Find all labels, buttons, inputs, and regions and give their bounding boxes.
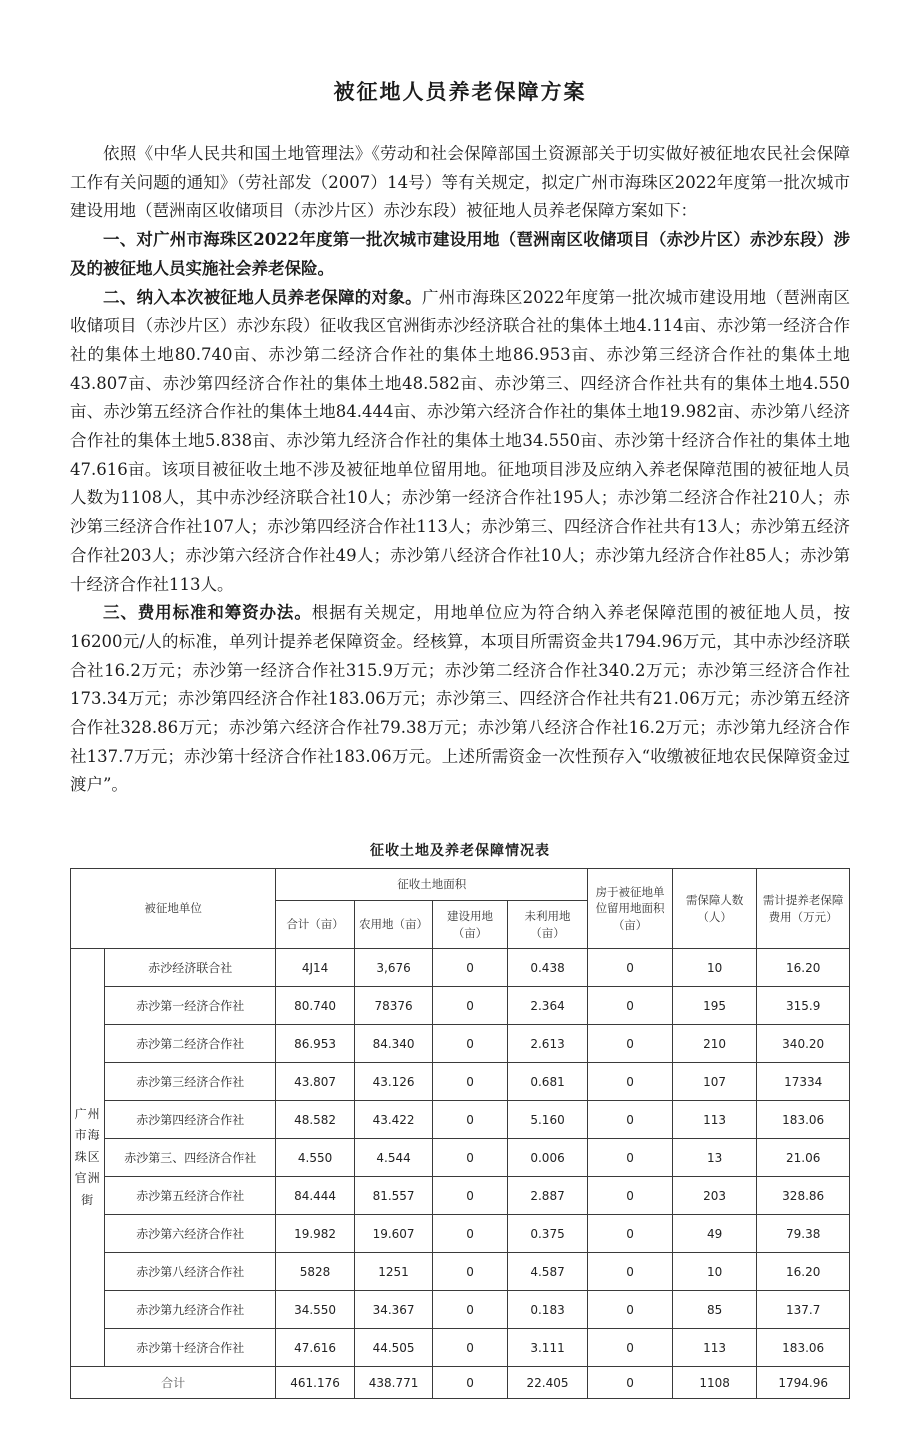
value-cell: 0 (433, 1253, 507, 1291)
value-cell: 1251 (354, 1253, 433, 1291)
value-cell: 183.06 (757, 1329, 850, 1367)
total-value-cell: 1108 (672, 1367, 757, 1399)
value-cell: 0 (433, 1291, 507, 1329)
document-body (70, 140, 850, 800)
value-cell: 0 (588, 1215, 673, 1253)
value-cell: 0 (588, 949, 673, 987)
value-cell: 0 (433, 987, 507, 1025)
table-row (71, 1329, 850, 1367)
value-cell: 0.681 (507, 1063, 588, 1101)
total-value-cell: 1794.96 (757, 1367, 850, 1399)
value-cell: 5.160 (507, 1101, 588, 1139)
value-cell: 43.422 (354, 1101, 433, 1139)
value-cell: 86.953 (276, 1025, 355, 1063)
header-unused-mu: 未利用地（亩） (507, 900, 588, 948)
value-cell: 113 (672, 1101, 757, 1139)
value-cell: 113 (672, 1329, 757, 1367)
value-cell: 315.9 (757, 987, 850, 1025)
value-cell: 16.20 (757, 1253, 850, 1291)
value-cell: 210 (672, 1025, 757, 1063)
value-cell: 4.587 (507, 1253, 588, 1291)
table-row (71, 1253, 850, 1291)
table-title: 征收土地及养老保障情况表 (370, 843, 550, 860)
value-cell: 48.582 (276, 1101, 355, 1139)
value-cell: 19.607 (354, 1215, 433, 1253)
value-cell: 0.375 (507, 1215, 588, 1253)
value-cell: 81.557 (354, 1177, 433, 1215)
value-cell: 0 (433, 1139, 507, 1177)
value-cell: 84.444 (276, 1177, 355, 1215)
paragraph-lead: 一、对广州市海珠区2022年度第一批次城市建设用地（琶洲南区收储项目（赤沙片区）赤沙东段）涉及的被征地人员实施社会养老保险。 (70, 230, 850, 278)
header-retained-land: 房于被征地单位留用地面积（亩） (588, 869, 673, 949)
value-cell: 4.550 (276, 1139, 355, 1177)
value-cell: 10 (672, 949, 757, 987)
unit-name-cell: 赤沙第三、四经济合作社 (105, 1139, 276, 1177)
table-row (71, 1215, 850, 1253)
unit-name-cell: 赤沙第九经济合作社 (105, 1291, 276, 1329)
paragraph-lead: 三、费用标准和筹资办法。 (103, 603, 312, 623)
value-cell: 0 (588, 1101, 673, 1139)
unit-name-cell: 赤沙第五经济合作社 (105, 1177, 276, 1215)
total-value-cell: 438.771 (354, 1367, 433, 1399)
value-cell: 183.06 (757, 1101, 850, 1139)
table-body (71, 949, 850, 1399)
value-cell: 328.86 (757, 1177, 850, 1215)
header-fee: 需计提养老保障费用（万元） (757, 869, 850, 949)
table-row (71, 1101, 850, 1139)
header-land-area: 征收土地面积 (276, 869, 588, 901)
value-cell: 0 (433, 1177, 507, 1215)
value-cell: 19.982 (276, 1215, 355, 1253)
land-pension-table (70, 868, 850, 1399)
value-cell: 34.367 (354, 1291, 433, 1329)
total-value-cell: 0 (588, 1367, 673, 1399)
value-cell: 0 (588, 1139, 673, 1177)
value-cell: 0 (433, 1063, 507, 1101)
paragraph-text: 根据有关规定，用地单位应为符合纳入养老保障范围的被征地人员，按16200元/人的标准，单列计提养老保障资金。经核算，本项目所需资金共1794.96万元，其中赤沙经济联合社16.2万元；赤沙第一经济合作社315.9万元；赤沙第二经济合作社340.2万元；赤沙第三经济合作社173.34万元；赤沙第四经济合作社183.06万元；赤沙第三、四经济合作社共有21.06万元；赤沙第五经济合作社328.86万元；赤沙第六经济合作社79.38万元；赤沙第八经济合作社16.2万元；赤沙第九经济合作社137.7万元；赤沙第十经济合作社183.06万元。上述所需资金一次性预存入“收缴被征地农民保障资金过渡户”。 (70, 603, 851, 795)
value-cell: 340.20 (757, 1025, 850, 1063)
unit-name-cell: 赤沙经济联合社 (105, 949, 276, 987)
document-title: 被征地人员养老保障方案 (333, 80, 587, 104)
value-cell: 43.126 (354, 1063, 433, 1101)
value-cell: 0 (588, 1291, 673, 1329)
total-value-cell: 22.405 (507, 1367, 588, 1399)
total-value-cell: 0 (433, 1367, 507, 1399)
value-cell: 0.183 (507, 1291, 588, 1329)
table-row (71, 987, 850, 1025)
value-cell: 203 (672, 1177, 757, 1215)
paragraph-text: 广州市海珠区2022年度第一批次城市建设用地（琶洲南区收储项目（赤沙片区）赤沙东段）征收我区官洲街赤沙经济联合社的集体土地4.114亩、赤沙第一经济合作社的集体土地80.740亩、赤沙第二经济合作社的集体土地86.953亩、赤沙第三经济合作社的集体土地43.807亩、赤沙第四经济合作社的集体土地48.582亩、赤沙第三、四经济合作社共有的集体土地4.550亩、赤沙第五经济合作社的集体土地84.444亩、赤沙第六经济合作社的集体土地19.982亩、赤沙第八经济合作社的集体土地5.838亩、赤沙第九经济合作社的集体土地34.550亩、赤沙第十经济合作社的集体土地47.616亩。该项目被征收土地不涉及被征地单位留用地。征地项目涉及应纳入养老保障范围的被征地人员人数为1108人，其中赤沙经济联合社10人；赤沙第一经济合作社195人；赤沙第二经济合作社210人；赤沙第三经济合作社107人；赤沙第四经济合作社113人；赤沙第三、四经济合作社共有13人；赤沙第五经济合作社203人；赤沙第六经济合作社49人；赤沙第八经济合作社10人；赤沙第九经济合作社85人；赤沙第十经济合作社113人。 (70, 287, 851, 594)
table-row (71, 1025, 850, 1063)
paragraph-item-1 (70, 226, 850, 283)
value-cell: 2.887 (507, 1177, 588, 1215)
table-header (71, 869, 850, 949)
table-row (71, 1177, 850, 1215)
header-row-1 (71, 869, 850, 901)
value-cell: 0 (433, 949, 507, 987)
value-cell: 17334 (757, 1063, 850, 1101)
value-cell: 107 (672, 1063, 757, 1101)
value-cell: 16.20 (757, 949, 850, 987)
header-unit: 被征地单位 (71, 869, 276, 949)
value-cell: 195 (672, 987, 757, 1025)
total-row (71, 1367, 850, 1399)
value-cell: 44.505 (354, 1329, 433, 1367)
total-label-cell: 合计 (71, 1367, 276, 1399)
value-cell: 49 (672, 1215, 757, 1253)
value-cell: 0 (588, 1025, 673, 1063)
value-cell: 0 (588, 1329, 673, 1367)
value-cell: 3.111 (507, 1329, 588, 1367)
value-cell: 4.544 (354, 1139, 433, 1177)
paragraph-item-2 (70, 284, 850, 600)
value-cell: 0 (433, 1101, 507, 1139)
header-persons: 需保障人数（人） (672, 869, 757, 949)
value-cell: 13 (672, 1139, 757, 1177)
paragraph-item-3 (70, 599, 850, 800)
value-cell: 0 (433, 1025, 507, 1063)
unit-name-cell: 赤沙第八经济合作社 (105, 1253, 276, 1291)
header-construction-mu: 建设用地（亩） (433, 900, 507, 948)
unit-name-cell: 赤沙第一经济合作社 (105, 987, 276, 1025)
value-cell: 4J14 (276, 949, 355, 987)
value-cell: 78376 (354, 987, 433, 1025)
value-cell: 43.807 (276, 1063, 355, 1101)
unit-name-cell: 赤沙第二经济合作社 (105, 1025, 276, 1063)
table-row (71, 1063, 850, 1101)
value-cell: 0.438 (507, 949, 588, 987)
value-cell: 2.364 (507, 987, 588, 1025)
header-total-mu: 合计（亩） (276, 900, 355, 948)
paragraph-lead: 二、纳入本次被征地人员养老保障的对象。 (103, 287, 422, 307)
value-cell: 0 (588, 987, 673, 1025)
value-cell: 10 (672, 1253, 757, 1291)
region-label-cell: 广州市海珠区官洲街 (71, 949, 105, 1367)
value-cell: 85 (672, 1291, 757, 1329)
table-row (71, 1291, 850, 1329)
table-row (71, 949, 850, 987)
unit-name-cell: 赤沙第十经济合作社 (105, 1329, 276, 1367)
header-farmland-mu: 农用地（亩） (354, 900, 433, 948)
paragraph-intro (70, 140, 850, 226)
value-cell: 0 (588, 1177, 673, 1215)
value-cell: 21.06 (757, 1139, 850, 1177)
value-cell: 47.616 (276, 1329, 355, 1367)
value-cell: 137.7 (757, 1291, 850, 1329)
value-cell: 0 (433, 1329, 507, 1367)
paragraph-text: 依照《中华人民共和国土地管理法》《劳动和社会保障部国土资源部关于切实做好被征地农民社会保障工作有关问题的通知》（劳社部发（2007）14号）等有关规定，拟定广州市海珠区2022年度第一批次城市建设用地（琶洲南区收储项目（赤沙片区）赤沙东段）被征地人员养老保障方案如下： (70, 144, 850, 221)
value-cell: 80.740 (276, 987, 355, 1025)
value-cell: 3,676 (354, 949, 433, 987)
unit-name-cell: 赤沙第三经济合作社 (105, 1063, 276, 1101)
value-cell: 0 (588, 1253, 673, 1291)
value-cell: 0 (588, 1063, 673, 1101)
value-cell: 79.38 (757, 1215, 850, 1253)
value-cell: 0 (433, 1215, 507, 1253)
value-cell: 5828 (276, 1253, 355, 1291)
total-value-cell: 461.176 (276, 1367, 355, 1399)
table-row (71, 1139, 850, 1177)
value-cell: 2.613 (507, 1025, 588, 1063)
value-cell: 0.006 (507, 1139, 588, 1177)
unit-name-cell: 赤沙第四经济合作社 (105, 1101, 276, 1139)
unit-name-cell: 赤沙第六经济合作社 (105, 1215, 276, 1253)
value-cell: 84.340 (354, 1025, 433, 1063)
value-cell: 34.550 (276, 1291, 355, 1329)
